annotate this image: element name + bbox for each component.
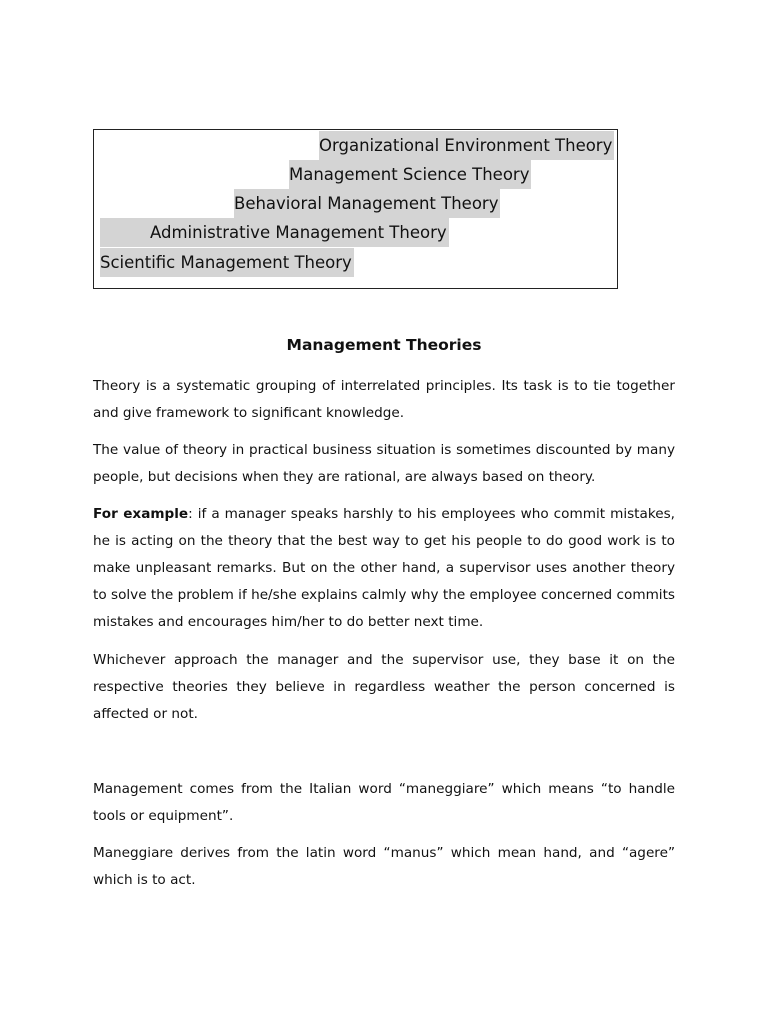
paragraph-etymology: Management comes from the Italian word “maneggiare” which means “to handle tools or equipment”. [93, 781, 675, 824]
paragraph-approach: Whichever approach the manager and the supervisor use, they base it on the respective theories they believe in regardless weather the person concerned is affected or not. [93, 652, 675, 722]
theory-level-management-science: Management Science Theory [289, 160, 531, 189]
page-title: Management Theories [286, 336, 482, 354]
theory-level-organizational-environment: Organizational Environment Theory [319, 131, 614, 160]
example-text: : if a manager speaks harshly to his employees who commit mistakes, he is acting on the theory that the best way to get his people to do good work is to make unpleasant remarks. But on the other hand, a supervisor uses another theory to solve the problem if he/she explains calmly why the employee concerned commits mistakes and encourages him/her to do better next time. [93, 506, 675, 630]
theory-staircase-diagram [93, 129, 618, 289]
paragraph-theory-value: The value of theory in practical business situation is sometimes discounted by many people, but decisions when they are rational, are always based on theory. [93, 442, 675, 485]
paragraph-theory-definition: Theory is a systematic grouping of interrelated principles. Its task is to tie together and give framework to significant knowledge. [93, 378, 675, 421]
paragraph-latin-root: Maneggiare derives from the latin word “manus” which mean hand, and “agere” which is to act. [93, 845, 675, 888]
paragraph-example [93, 501, 675, 636]
theory-level-behavioral-management: Behavioral Management Theory [234, 189, 500, 218]
theory-level-scientific-management: Scientific Management Theory [100, 248, 354, 277]
example-lead-label: For example [93, 506, 189, 522]
theory-level-administrative-management: Administrative Management Theory [100, 218, 449, 247]
